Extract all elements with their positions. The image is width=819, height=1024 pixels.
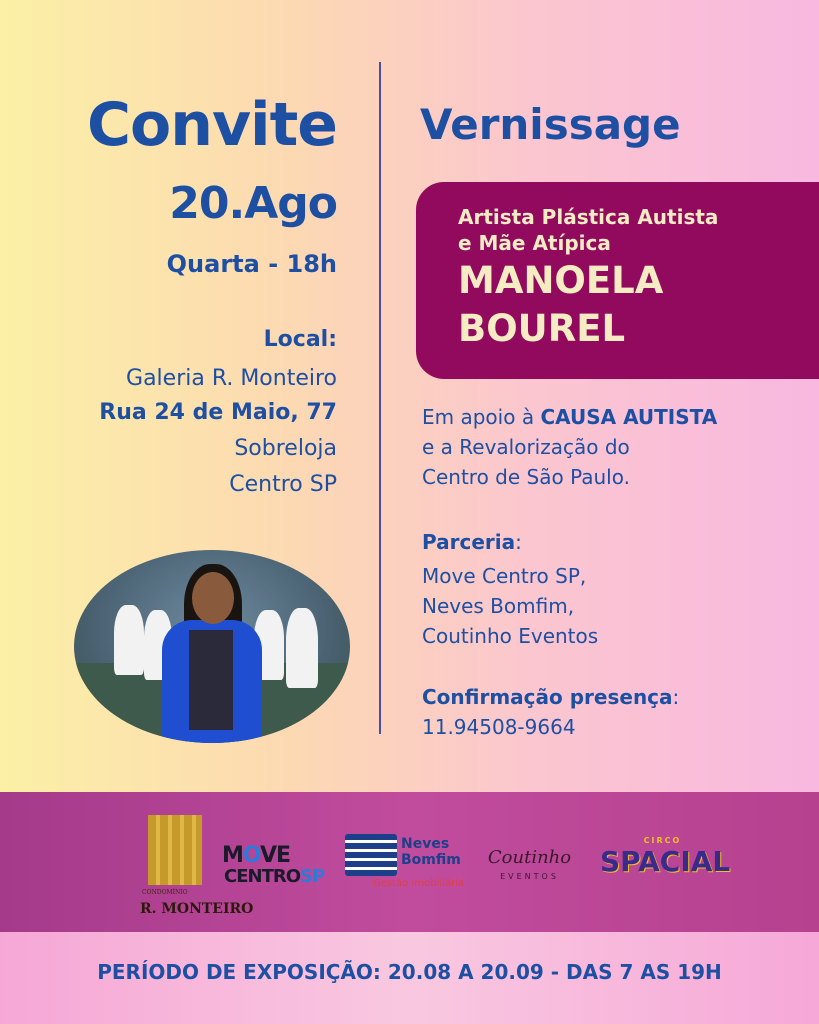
artist-photo [74,550,350,743]
move-centro-sp-logo: MOVE CENTROSP [222,843,325,887]
artist-last-name: BOUREL [458,307,626,350]
support-cause: CAUSA AUTISTA [540,405,718,429]
artist-descriptor-1: Artista Plástica Autista [458,205,719,229]
photo-person-face [192,572,234,624]
venue-name: Galeria R. Monteiro [126,366,337,391]
photo-crowd-figure [286,608,318,688]
building-stripes-icon [345,834,397,876]
support-line-3: Centro de São Paulo. [422,465,630,489]
event-date: 20.Ago [169,178,337,229]
rsvp-heading: Confirmação presença: [422,685,680,709]
event-weekday-time: Quarta - 18h [166,250,337,278]
artist-box [416,182,819,379]
support-line-1: Em apoio à CAUSA AUTISTA [422,405,718,429]
invite-title: Convite [86,90,337,160]
circo-spacial-logo: CIRCO SPACIAL [600,836,731,878]
building-icon [148,815,202,885]
venue-street: Rua 24 de Maio, 77 [99,400,337,425]
partners-heading: Parceria: [422,530,522,554]
rsvp-phone: 11.94508-9664 [422,715,576,739]
column-divider [379,62,381,734]
location-label: Local: [263,327,337,352]
event-type-title: Vernissage [420,100,681,149]
coutinho-eventos-logo: Coutinho EVENTOS [487,847,572,881]
exhibition-period: PERÍODO DE EXPOSIÇÃO: 20.08 A 20.09 - DAS 7 AS 19H [97,960,722,984]
venue-area: Centro SP [229,472,337,497]
support-line-2: e a Revalorização do [422,435,630,459]
photo-crowd-figure [114,605,144,675]
venue-floor: Sobreloja [234,436,337,461]
partner-item: Move Centro SP, [422,564,587,588]
r-monteiro-logo: CONDOMÍNIO R. MONTEIRO [140,815,210,925]
photo-person-shirt [189,630,233,730]
artist-first-name: MANOELA [458,259,664,302]
partner-item: Neves Bomfim, [422,594,575,618]
artist-descriptor-2: e Mãe Atípica [458,231,611,255]
neves-bomfim-logo: Neves Bomfim Gestão Imobiliária [345,832,463,892]
partner-item: Coutinho Eventos [422,624,599,648]
